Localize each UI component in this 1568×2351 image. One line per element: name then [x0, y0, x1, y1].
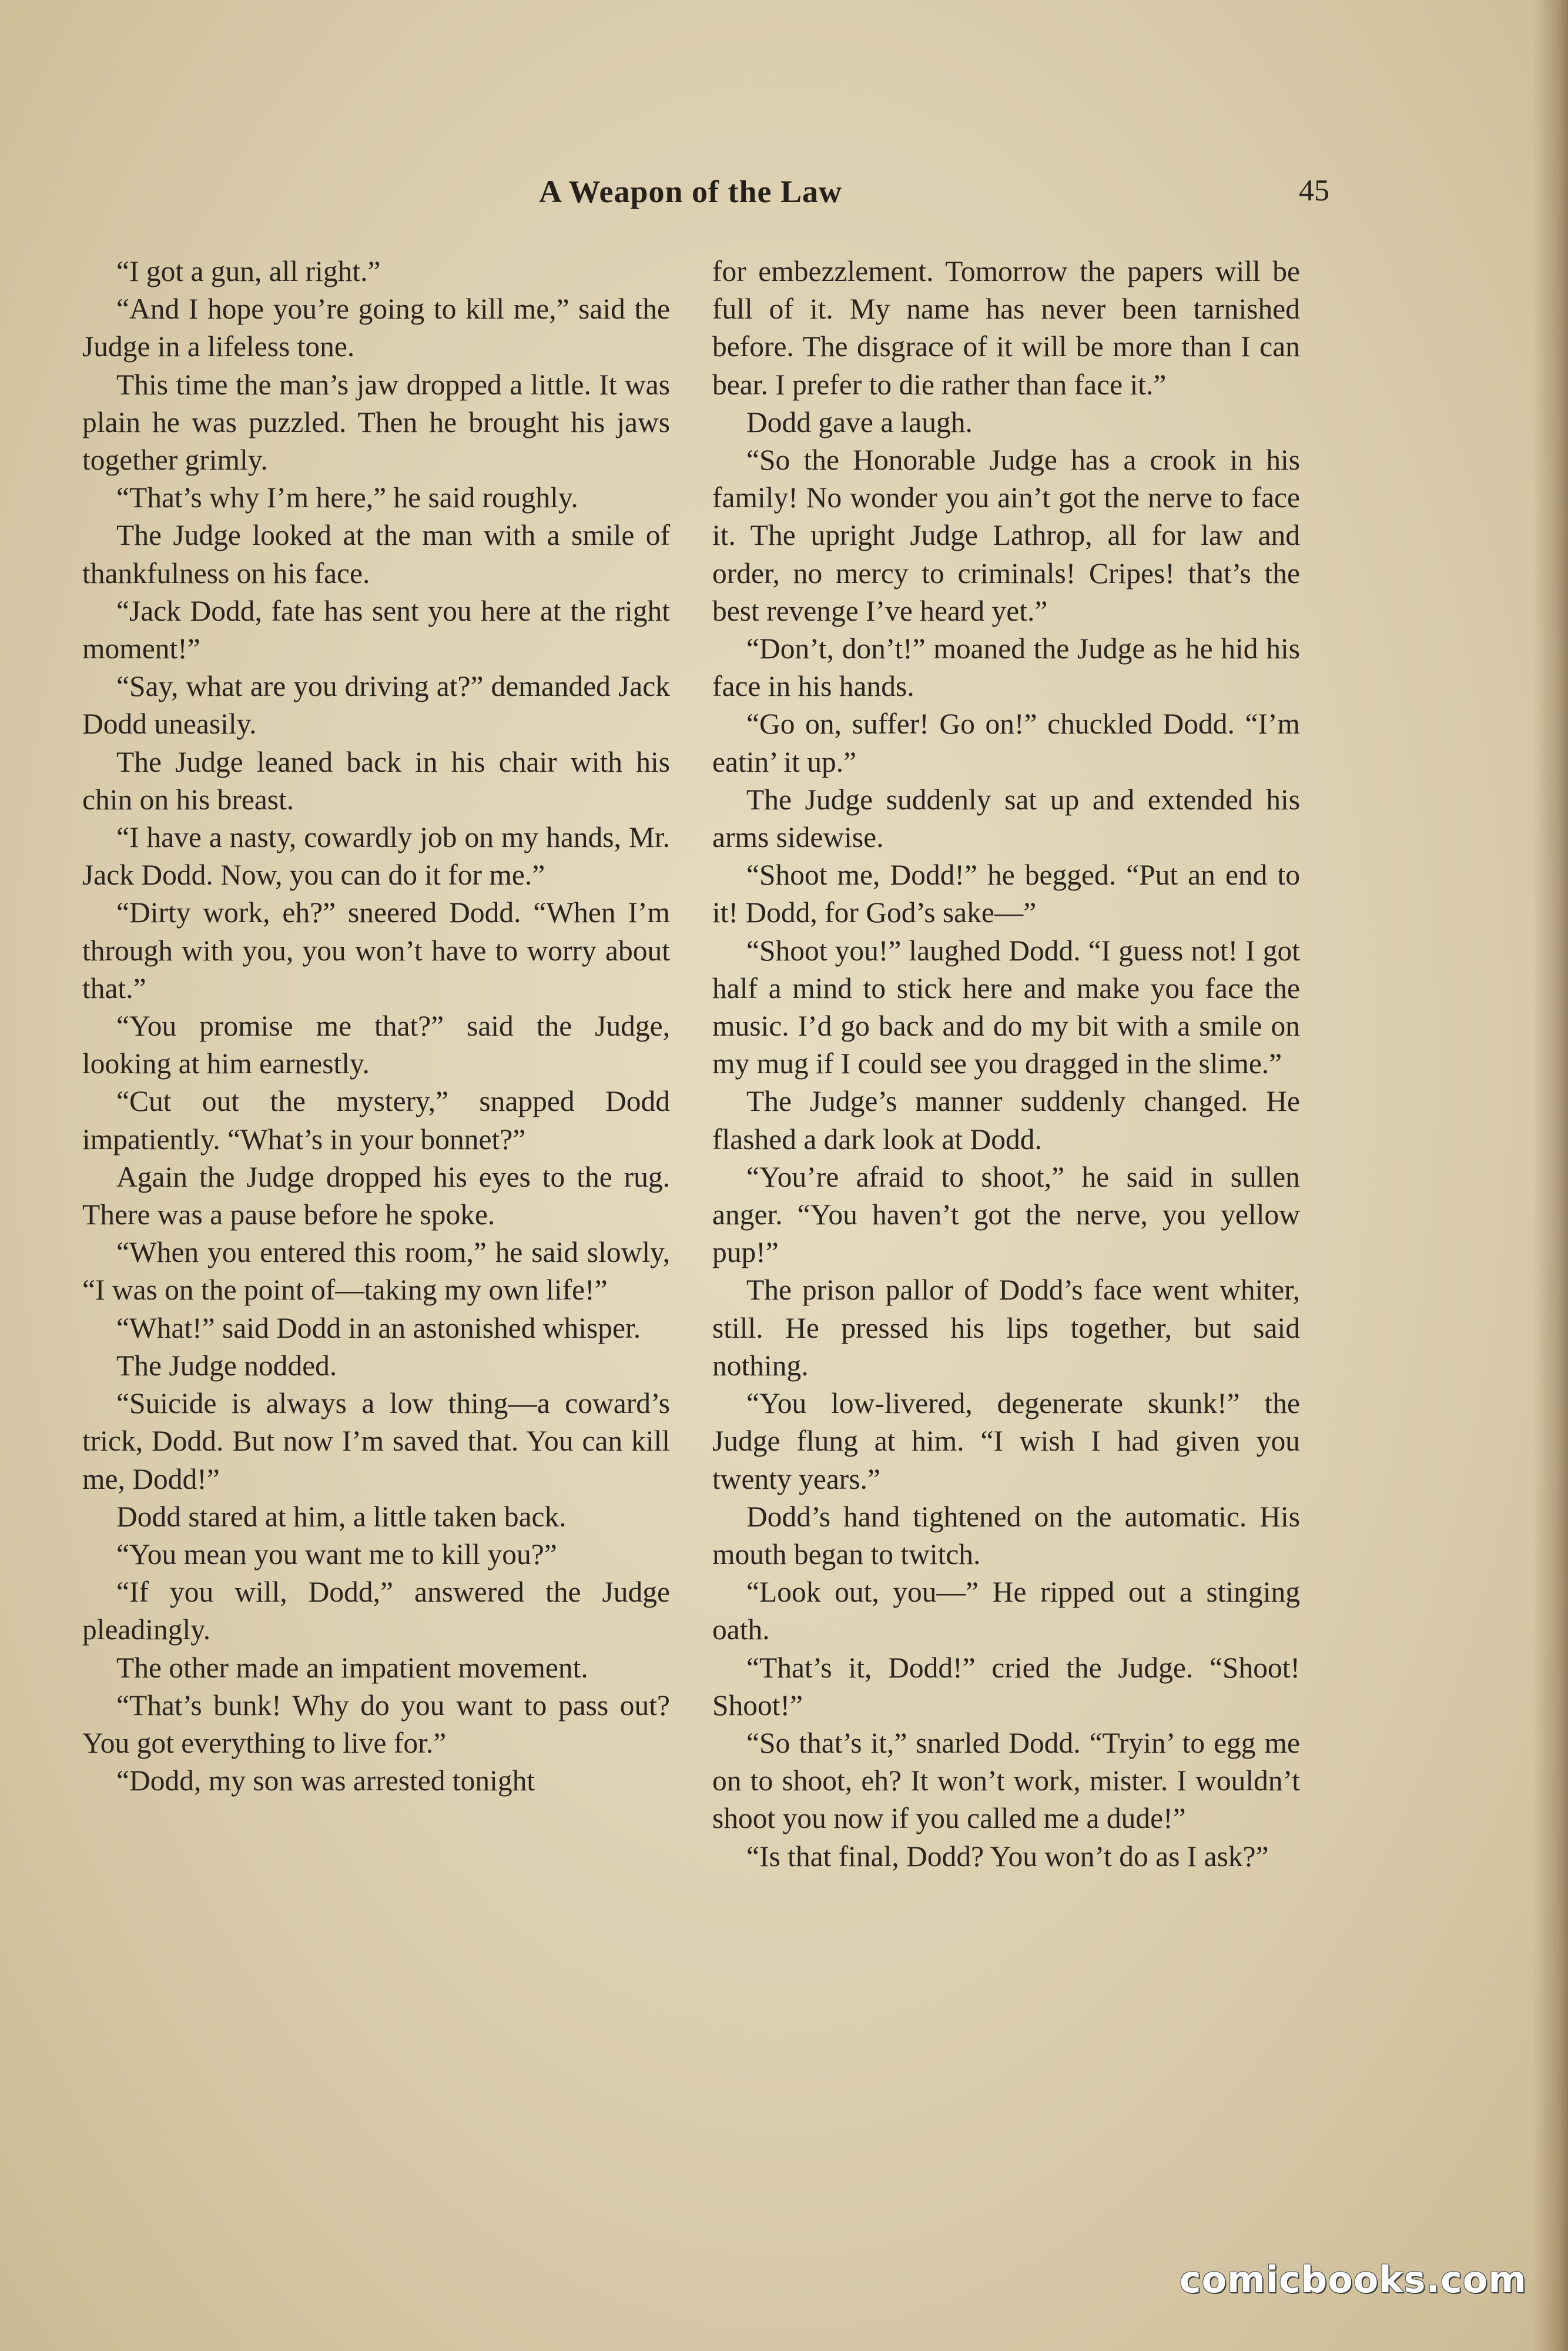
running-title: A Weapon of the Law [538, 174, 843, 209]
paragraph: “That’s why I’m here,” he said roughly. [116, 481, 578, 514]
paragraph: “Don’t, don’t!” moaned the Judge as he hid his face in his hands. [712, 632, 1300, 703]
paragraph: “I have a nasty, cowardly job on my hands, Mr. Jack Dodd. Now, you can do it for me.” [82, 821, 670, 892]
paragraph: “Jack Dodd, fate has sent you here at the right moment!” [82, 594, 670, 665]
paragraph: The Judge suddenly sat up and extended his arms sidewise. [712, 783, 1300, 854]
paragraph: for embezzlement. Tomorrow the papers will be full of it. My name has never been tarnished before. The disgrace of it will be more than I can bear. I prefer to die rather than face it.” [712, 255, 1300, 401]
paragraph: “Shoot you!” laughed Dodd. “I guess not! I got half a mind to stick here and make you face the music. I’d go back and do my bit with a smile on my mug if I could see you dragged in the slime.” [712, 934, 1300, 1080]
site-watermark: comicbooks.com [1179, 2258, 1527, 2301]
page-header [0, 173, 1568, 220]
paragraph: “Dodd, my son was arrested tonight [116, 1764, 535, 1797]
paragraph: “You promise me that?” said the Judge, looking at him earnestly. [82, 1010, 670, 1080]
paragraph: The Judge leaned back in his chair with his chin on his breast. [82, 745, 670, 816]
paragraph: “Shoot me, Dodd!” he begged. “Put an end to it! Dodd, for God’s sake—” [712, 859, 1300, 929]
paragraph: “If you will, Dodd,” answered the Judge pleadingly. [82, 1576, 670, 1646]
paragraph: The Judge’s manner suddenly changed. He flashed a dark look at Dodd. [712, 1085, 1300, 1156]
paragraph: Dodd stared at him, a little taken back. [116, 1500, 567, 1533]
paragraph: “Suicide is always a low thing—a coward’s trick, Dodd. But now I’m saved that. You can kill me, Dodd!” [82, 1387, 670, 1495]
paragraph: “Say, what are you driving at?” demanded Jack Dodd uneasily. [82, 670, 670, 741]
paragraph: “That’s it, Dodd!” cried the Judge. “Shoot! Shoot!” [712, 1651, 1300, 1722]
paragraph: “Dirty work, eh?” sneered Dodd. “When I’m through with you, you won’t have to worry about that.” [82, 896, 670, 1004]
paragraph: “When you entered this room,” he said slowly, “I was on the point of—taking my own life!” [82, 1236, 670, 1307]
paragraph: “Go on, suffer! Go on!” chuckled Dodd. “I’m eatin’ it up.” [712, 708, 1300, 778]
paragraph: “Is that final, Dodd? You won’t do as I ask?” [746, 1840, 1269, 1873]
paragraph: “You’re afraid to shoot,” he said in sullen anger. “You haven’t got the nerve, you yellow pup!” [712, 1160, 1300, 1269]
paragraph: The prison pallor of Dodd’s face went whiter, still. He pressed his lips together, but said nothing. [712, 1274, 1300, 1382]
paragraph: “So the Honorable Judge has a crook in his family! No wonder you ain’t got the nerve to face it. The upright Judge Lathrop, all for law and order, no mercy to criminals! Cripes! that’s the best revenge I’ve heard yet.” [712, 444, 1300, 627]
paragraph: The other made an impatient movement. [116, 1651, 588, 1684]
paragraph: “So that’s it,” snarled Dodd. “Tryin’ to egg me on to shoot, eh? It won’t work, mister. I wouldn’t shoot you now if you called me a dude!” [712, 1726, 1300, 1835]
paragraph: Dodd’s hand tightened on the automatic. His mouth began to twitch. [712, 1500, 1300, 1570]
spine-shadow [1533, 0, 1568, 2351]
paragraph: The Judge looked at the man with a smile of thankfulness on his face. [82, 519, 670, 590]
paragraph: “Look out, you—” He ripped out a stinging oath. [712, 1576, 1300, 1646]
paragraph: “You mean you want me to kill you?” [116, 1538, 557, 1570]
text-column-right [712, 253, 1300, 1876]
paragraph: “What!” said Dodd in an astonished whisper. [116, 1311, 641, 1344]
paragraph: “Cut out the mystery,” snapped Dodd impatiently. “What’s in your bonnet?” [82, 1085, 670, 1156]
text-column-left [82, 253, 670, 1800]
paragraph: “That’s bunk! Why do you want to pass out? You got everything to live for.” [82, 1689, 670, 1759]
paragraph: The Judge nodded. [116, 1349, 337, 1382]
paragraph: “You low-livered, degenerate skunk!” the Judge flung at him. “I wish I had given you twenty years.” [712, 1387, 1300, 1495]
paragraph: This time the man’s jaw dropped a little. It was plain he was puzzled. Then he brought his jaws together grimly. [82, 368, 670, 477]
paragraph: “I got a gun, all right.” [116, 255, 381, 287]
paragraph: Again the Judge dropped his eyes to the rug. There was a pause before he spoke. [82, 1160, 670, 1231]
paragraph: “And I hope you’re going to kill me,” said the Judge in a lifeless tone. [82, 293, 670, 363]
page-number: 45 [1299, 174, 1329, 207]
paragraph: Dodd gave a laugh. [746, 406, 973, 438]
